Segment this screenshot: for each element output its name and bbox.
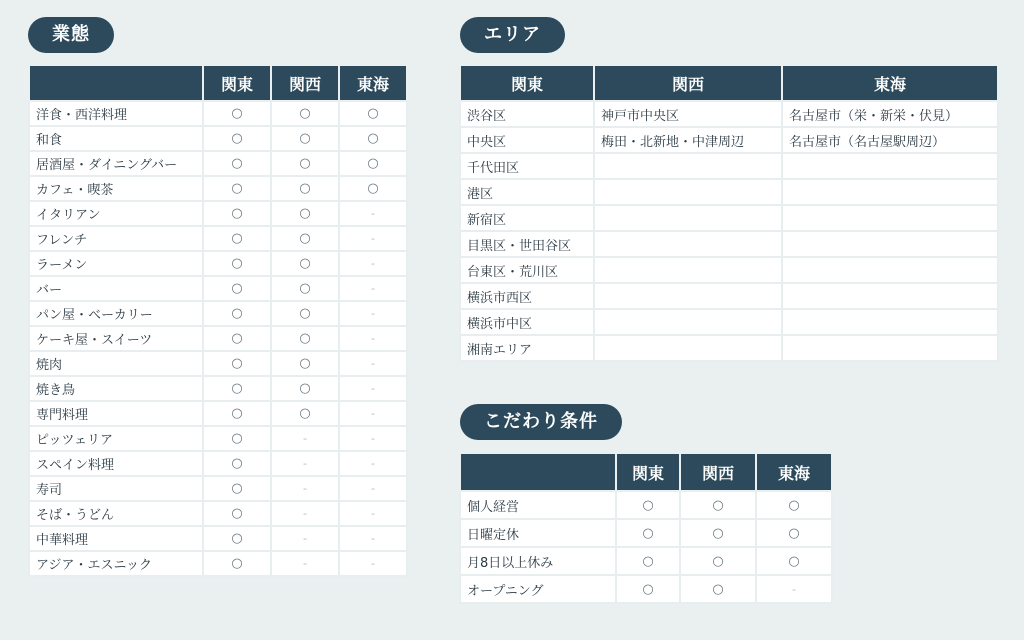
table-row (29, 326, 407, 351)
table-row (29, 151, 407, 176)
dash-mark: - (339, 326, 407, 351)
table-row (29, 251, 407, 276)
circle-mark: ○ (203, 176, 271, 201)
gyotai-row-label: ピッツェリア (29, 426, 203, 451)
dash-mark: - (339, 526, 407, 551)
gyotai-row-label: アジア・エスニック (29, 551, 203, 576)
circle-mark: ○ (616, 575, 680, 603)
gyotai-row-label: 焼き鳥 (29, 376, 203, 401)
kodawari-table (459, 452, 833, 604)
dash-mark: - (339, 476, 407, 501)
area-cell (782, 309, 998, 335)
dash-mark: - (271, 526, 339, 551)
circle-mark: ○ (680, 491, 756, 519)
circle-mark: ○ (339, 126, 407, 151)
circle-mark: ○ (271, 176, 339, 201)
gyotai-row-label: ラーメン (29, 251, 203, 276)
circle-mark: ○ (680, 575, 756, 603)
table-row (460, 127, 998, 153)
area-cell (594, 283, 782, 309)
table-row (460, 101, 998, 127)
area-cell (594, 153, 782, 179)
circle-mark: ○ (756, 519, 832, 547)
table-row (29, 101, 407, 126)
table-row (460, 205, 998, 231)
gyotai-row-label: そば・うどん (29, 501, 203, 526)
table-row (460, 491, 832, 519)
kodawari-header-row (460, 453, 832, 491)
circle-mark: ○ (203, 301, 271, 326)
circle-mark: ○ (203, 276, 271, 301)
area-cell (782, 231, 998, 257)
dash-mark: - (271, 476, 339, 501)
area-cell (782, 335, 998, 361)
gyotai-row-label: 居酒屋・ダイニングバー (29, 151, 203, 176)
gyotai-row-label: 焼肉 (29, 351, 203, 376)
circle-mark: ○ (271, 326, 339, 351)
area-cell (594, 205, 782, 231)
table-row (460, 257, 998, 283)
kodawari-header-cell: 関西 (680, 453, 756, 491)
dash-mark: - (271, 426, 339, 451)
area-cell: 目黒区・世田谷区 (460, 231, 594, 257)
circle-mark: ○ (339, 101, 407, 126)
area-cell: 湘南エリア (460, 335, 594, 361)
circle-mark: ○ (616, 519, 680, 547)
kodawari-row-label: オープニング (460, 575, 616, 603)
gyotai-header-row (29, 65, 407, 101)
dash-mark: - (756, 575, 832, 603)
area-cell (782, 205, 998, 231)
circle-mark: ○ (203, 551, 271, 576)
area-cell: 新宿区 (460, 205, 594, 231)
table-row (29, 201, 407, 226)
table-row (460, 283, 998, 309)
dash-mark: - (339, 276, 407, 301)
table-row (460, 179, 998, 205)
circle-mark: ○ (271, 276, 339, 301)
table-row (29, 226, 407, 251)
dash-mark: - (271, 501, 339, 526)
table-row (29, 301, 407, 326)
circle-mark: ○ (680, 519, 756, 547)
table-row (460, 575, 832, 603)
table-row (29, 401, 407, 426)
circle-mark: ○ (203, 226, 271, 251)
gyotai-header-cell: 東海 (339, 65, 407, 101)
circle-mark: ○ (271, 126, 339, 151)
table-row (29, 451, 407, 476)
circle-mark: ○ (203, 101, 271, 126)
circle-mark: ○ (203, 251, 271, 276)
circle-mark: ○ (680, 547, 756, 575)
gyotai-row-label: カフェ・喫茶 (29, 176, 203, 201)
table-row (460, 231, 998, 257)
gyotai-row-label: パン屋・ベーカリー (29, 301, 203, 326)
area-cell: 横浜市西区 (460, 283, 594, 309)
circle-mark: ○ (616, 491, 680, 519)
area-cell: 梅田・北新地・中津周辺 (594, 127, 782, 153)
circle-mark: ○ (339, 151, 407, 176)
area-cell (594, 335, 782, 361)
gyotai-row-label: ケーキ屋・スイーツ (29, 326, 203, 351)
dash-mark: - (271, 451, 339, 476)
section-title-gyotai: 業態 (28, 17, 114, 53)
area-cell: 千代田区 (460, 153, 594, 179)
section-title-area: エリア (460, 17, 565, 53)
area-cell (782, 283, 998, 309)
circle-mark: ○ (756, 547, 832, 575)
table-row (460, 309, 998, 335)
gyotai-row-label: イタリアン (29, 201, 203, 226)
dash-mark: - (339, 251, 407, 276)
dash-mark: - (339, 451, 407, 476)
area-cell: 神戸市中央区 (594, 101, 782, 127)
area-cell (594, 309, 782, 335)
table-row (29, 501, 407, 526)
area-cell: 横浜市中区 (460, 309, 594, 335)
dash-mark: - (339, 501, 407, 526)
area-cell (782, 153, 998, 179)
circle-mark: ○ (203, 376, 271, 401)
circle-mark: ○ (271, 376, 339, 401)
area-cell (594, 257, 782, 283)
circle-mark: ○ (271, 101, 339, 126)
gyotai-row-label: 専門料理 (29, 401, 203, 426)
area-cell: 台東区・荒川区 (460, 257, 594, 283)
table-row (460, 547, 832, 575)
gyotai-row-label: 洋食・西洋料理 (29, 101, 203, 126)
kodawari-row-label: 日曜定休 (460, 519, 616, 547)
table-row (29, 476, 407, 501)
circle-mark: ○ (203, 201, 271, 226)
table-row (29, 351, 407, 376)
area-cell (594, 231, 782, 257)
circle-mark: ○ (271, 251, 339, 276)
dash-mark: - (339, 351, 407, 376)
circle-mark: ○ (203, 151, 271, 176)
table-row (29, 426, 407, 451)
circle-mark: ○ (756, 491, 832, 519)
table-row (29, 176, 407, 201)
section-title-kodawari: こだわり条件 (460, 404, 622, 440)
kodawari-header-cell: 関東 (616, 453, 680, 491)
table-row (29, 376, 407, 401)
circle-mark: ○ (616, 547, 680, 575)
gyotai-row-label: 寿司 (29, 476, 203, 501)
table-row (29, 526, 407, 551)
area-cell: 渋谷区 (460, 101, 594, 127)
kodawari-row-label: 月8日以上休み (460, 547, 616, 575)
dash-mark: - (339, 551, 407, 576)
circle-mark: ○ (271, 226, 339, 251)
table-row (29, 126, 407, 151)
circle-mark: ○ (203, 476, 271, 501)
gyotai-header-cell (29, 65, 203, 101)
circle-mark: ○ (203, 426, 271, 451)
area-cell: 港区 (460, 179, 594, 205)
table-row (460, 153, 998, 179)
gyotai-table (28, 64, 408, 577)
area-header-cell: 関西 (594, 65, 782, 101)
circle-mark: ○ (339, 176, 407, 201)
kodawari-header-cell (460, 453, 616, 491)
circle-mark: ○ (203, 526, 271, 551)
gyotai-row-label: 和食 (29, 126, 203, 151)
area-header-row (460, 65, 998, 101)
dash-mark: - (339, 301, 407, 326)
area-cell (782, 179, 998, 205)
area-header-cell: 関東 (460, 65, 594, 101)
circle-mark: ○ (271, 401, 339, 426)
area-cell (594, 179, 782, 205)
dash-mark: - (339, 376, 407, 401)
circle-mark: ○ (203, 351, 271, 376)
table-row (460, 519, 832, 547)
circle-mark: ○ (271, 301, 339, 326)
dash-mark: - (271, 551, 339, 576)
gyotai-row-label: フレンチ (29, 226, 203, 251)
area-cell: 名古屋市（名古屋駅周辺） (782, 127, 998, 153)
area-cell (782, 257, 998, 283)
table-row (460, 335, 998, 361)
circle-mark: ○ (271, 151, 339, 176)
table-row (29, 276, 407, 301)
gyotai-row-label: バー (29, 276, 203, 301)
kodawari-row-label: 個人経営 (460, 491, 616, 519)
area-cell: 名古屋市（栄・新栄・伏見） (782, 101, 998, 127)
circle-mark: ○ (203, 326, 271, 351)
kodawari-header-cell: 東海 (756, 453, 832, 491)
gyotai-header-cell: 関東 (203, 65, 271, 101)
circle-mark: ○ (203, 126, 271, 151)
circle-mark: ○ (271, 351, 339, 376)
dash-mark: - (339, 426, 407, 451)
gyotai-row-label: スペイン料理 (29, 451, 203, 476)
area-cell: 中央区 (460, 127, 594, 153)
circle-mark: ○ (203, 501, 271, 526)
gyotai-header-cell: 関西 (271, 65, 339, 101)
circle-mark: ○ (271, 201, 339, 226)
gyotai-row-label: 中華料理 (29, 526, 203, 551)
area-header-cell: 東海 (782, 65, 998, 101)
area-table (459, 64, 999, 362)
circle-mark: ○ (203, 451, 271, 476)
table-row (29, 551, 407, 576)
circle-mark: ○ (203, 401, 271, 426)
dash-mark: - (339, 401, 407, 426)
dash-mark: - (339, 226, 407, 251)
dash-mark: - (339, 201, 407, 226)
